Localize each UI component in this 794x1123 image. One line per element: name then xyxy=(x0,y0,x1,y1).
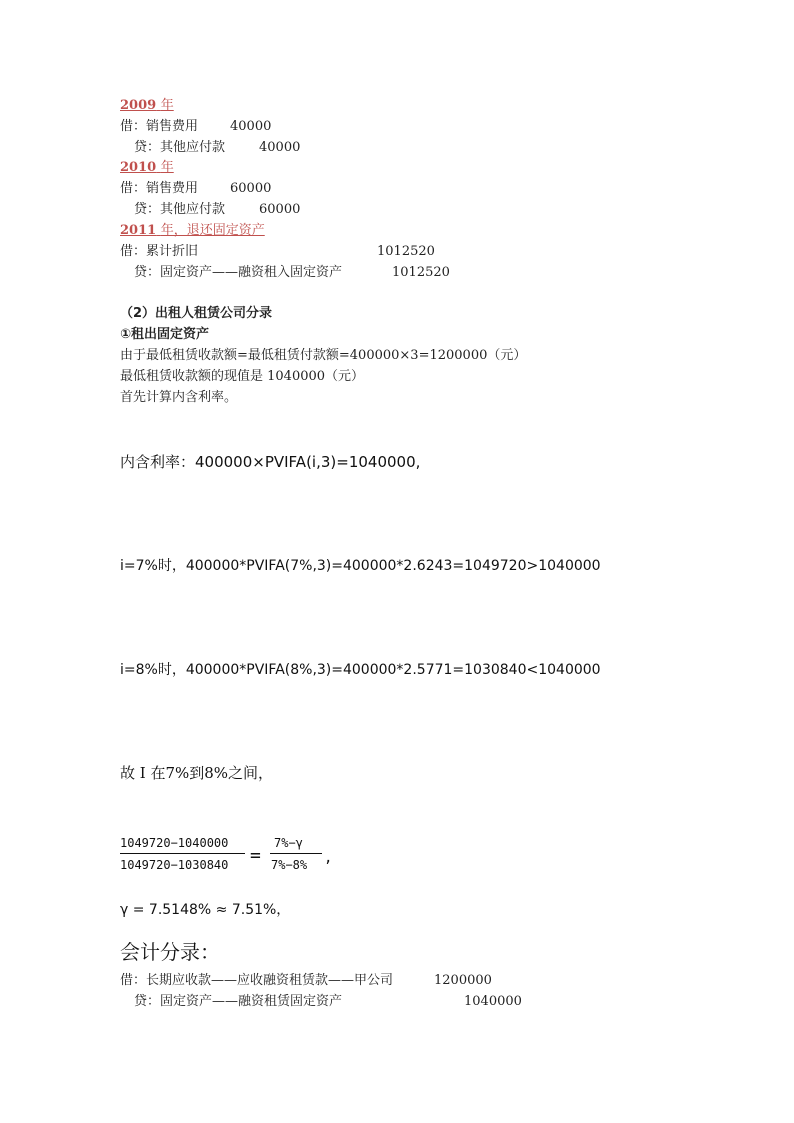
debit-amount: 60000 xyxy=(230,181,272,196)
right-numerator: 7%−γ xyxy=(274,836,303,850)
debit-amount: 1012520 xyxy=(377,244,435,259)
heading-2009: 2009 年 xyxy=(120,98,174,113)
debit-amount: 1200000 xyxy=(434,973,492,988)
heading-2010: 2010 年 xyxy=(120,160,174,175)
fraction-comma: , xyxy=(324,850,333,866)
journal-debit-line xyxy=(120,972,492,990)
left-numerator: 1049720−1040000 xyxy=(120,836,229,850)
credit-label: 贷：其他应付款 xyxy=(134,140,226,155)
credit-line-2010 xyxy=(134,201,301,219)
debit-label: 借：销售费用 xyxy=(120,119,199,134)
journal-heading: 会计分录： xyxy=(120,940,220,964)
journal-credit-line xyxy=(134,993,522,1011)
credit-label: 贷：固定资产——融资租赁固定资产 xyxy=(134,994,343,1009)
debit-line-2011 xyxy=(120,243,435,261)
left-denominator: 1049720−1030840 xyxy=(120,858,229,872)
lessor-line-2: 最低租赁收款额的现值是 1040000（元） xyxy=(120,369,365,384)
debit-amount: 40000 xyxy=(230,119,272,134)
irr-equation: 内含利率：400000×PVIFA(i,3)=1040000, xyxy=(120,453,421,471)
interpolation-result: γ = 7.5148% ≈ 7.51%， xyxy=(120,902,291,918)
right-denominator: 7%−8% xyxy=(271,858,308,872)
sub-title: ①租出固定资产 xyxy=(120,327,210,342)
credit-amount: 60000 xyxy=(259,202,301,217)
credit-label: 贷：其他应付款 xyxy=(134,202,226,217)
debit-line-2009 xyxy=(120,118,272,136)
equals-sign: = xyxy=(250,845,261,866)
heading-2011: 2011 年，退还固定资产 xyxy=(120,223,265,238)
trial-8-percent: i=8%时，400000*PVIFA(8%,3)=400000*2.5771=1030840<1040000 xyxy=(120,662,601,678)
credit-amount: 1012520 xyxy=(392,265,450,280)
debit-label: 借：累计折旧 xyxy=(120,244,199,259)
section-title: （2）出租人租赁公司分录 xyxy=(120,306,273,321)
right-fraction-bar xyxy=(270,853,322,854)
lessor-line-3: 首先计算内含利率。 xyxy=(120,390,238,405)
lessor-line-1: 由于最低租赁收款额=最低租赁付款额=400000×3=1200000（元） xyxy=(120,348,527,363)
credit-line-2011 xyxy=(134,264,450,282)
debit-label: 借：销售费用 xyxy=(120,181,199,196)
credit-label: 贷：固定资产——融资租入固定资产 xyxy=(134,265,343,280)
debit-label: 借：长期应收款——应收融资租赁款——甲公司 xyxy=(120,973,394,988)
credit-amount: 40000 xyxy=(259,140,301,155)
credit-amount: 1040000 xyxy=(464,994,522,1009)
credit-line-2009 xyxy=(134,139,301,157)
range-statement: 故 I 在7%到8%之间， xyxy=(120,764,274,782)
trial-7-percent: i=7%时，400000*PVIFA(7%,3)=400000*2.6243=1049720>1040000 xyxy=(120,558,601,574)
debit-line-2010 xyxy=(120,180,272,198)
left-fraction-bar xyxy=(120,853,245,854)
